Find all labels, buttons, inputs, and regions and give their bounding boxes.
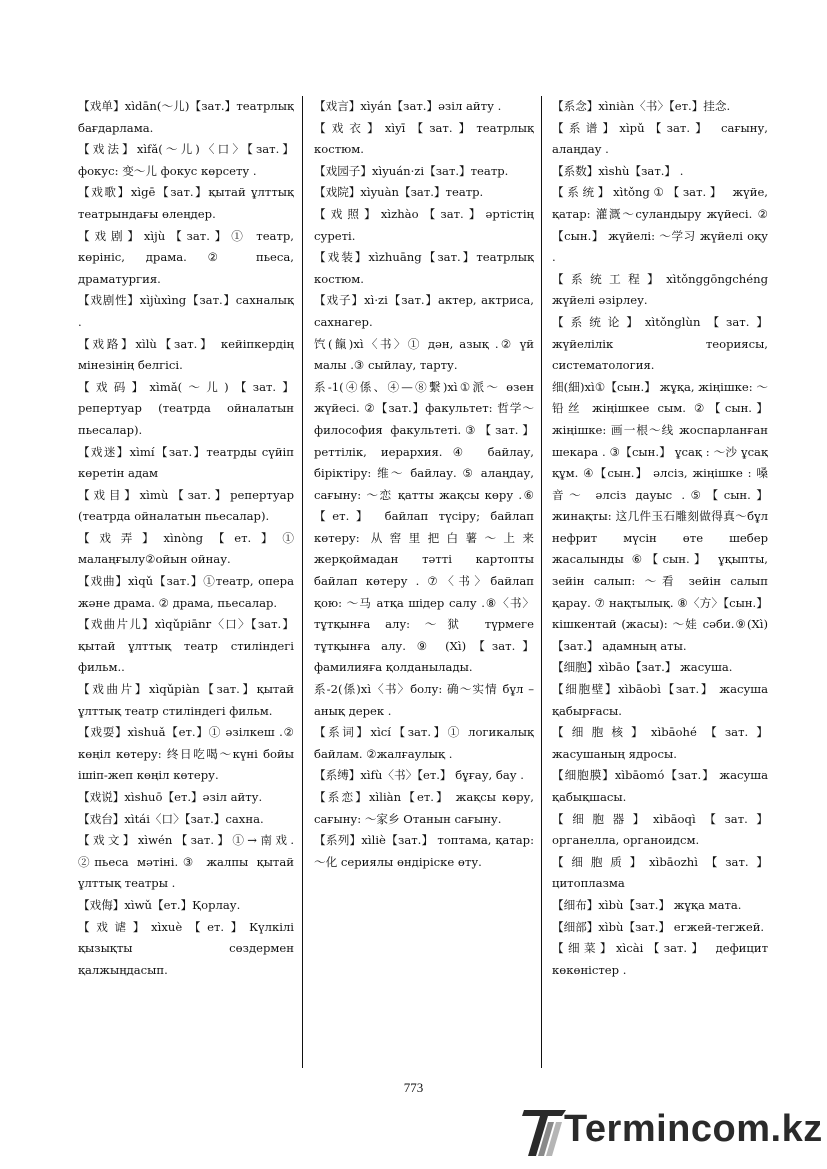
dictionary-entry: 【戏子】xì·zi【зат.】актер, актриса, сахнагер.: [314, 293, 534, 329]
dictionary-entry: 【细布】xìbù【зат.】 жұқа мата.: [552, 897, 742, 912]
dictionary-entry: 【戏说】xìshuō【ет.】әзіл айту.: [78, 790, 263, 804]
dictionary-entry: 【系念】xìniàn〈书〉【ет.】挂念.: [552, 99, 731, 113]
dictionary-entry: 【戏剧性】xìjùxìng【зат.】сахналық .: [78, 293, 294, 329]
dictionary-entry: 【细胞核】xìbāohé【зат.】 жасушаның ядросы.: [552, 725, 768, 761]
column-right: [552, 96, 768, 1066]
dictionary-entry: 【细胞膜】xìbāomó【зат.】 жасуша қабықшасы.: [552, 768, 768, 804]
dictionary-entry: 【系谱】xìpǔ【зат.】 сағыну, алаңдау .: [552, 120, 768, 157]
dictionary-entry: 【戏迷】xìmí【зат.】театрды сүйіп көретін адам: [78, 444, 294, 481]
dictionary-entry: 【细部】xìbù【зат.】 егжей-тегжей.: [552, 919, 765, 934]
column-left: [78, 96, 294, 1066]
dictionary-entry: 系-1(④係、④—⑧繫)xì①派～ өзен жүйесі. ②【зат.】факультет: 哲学～ философия факультеті.③【зат.】реттілік, иерархия.④ байлау, біріктіру: 维～ байлау. ⑤ алаңдау, сағыну: ～恋 қатты жақсы көру .⑥【ет.】 байлап түсіру; байлап көтеру: 从窖里把白薯～上来 жерқоймадан тәтті картопты байлап көтеру . ⑦〈书〉байлап қою: ～马 атқа шідер салу .⑧〈书〉тұтқынға алу: ～狱 түрмеге тұтқынға алу. ⑨ (Xì)【зат.】фамилияға қолданылады.: [314, 379, 534, 675]
dictionary-entry: 【戏台】xìtái〈口〉【зат.】сахна.: [78, 811, 264, 826]
dictionary-entry: 【戏谑】xìxuè【ет.】Күлкілі қызықты сөздермен қалжыңдасып.: [78, 919, 294, 977]
dictionary-entry: 【系统工程】xìtǒnggōngchéng жүйелі әзірлеу.: [552, 271, 768, 308]
logo-text: Termincom.kz: [564, 1108, 823, 1150]
dictionary-entry: 【戏侮】xìwǔ【ет.】Қорлау.: [78, 897, 241, 912]
dictionary-entry: 【戏园子】xìyuán·zi【зат.】театр.: [314, 163, 509, 178]
dictionary-entry: 【细胞器】xìbāoqì【зат.】 органелла, органоидсм.: [552, 811, 768, 848]
dictionary-entry: 【戏曲】xìqǔ【зат.】①театр, опера және драма. ② драма, пьесалар.: [78, 574, 294, 610]
dictionary-entry: 【系缚】xìfù〈书〉【ет.】 бұғау, бау .: [314, 768, 524, 783]
dictionary-entry: 【戏歌】xìgē【зат.】қытай ұлттық театрындағы өлеңдер.: [78, 185, 294, 221]
dictionary-entry: 【细胞壁】xìbāobì【зат.】 жасуша қабырғасы.: [552, 682, 768, 718]
dictionary-entry: 【戏装】xìzhuāng【зат.】театрлық костюм.: [314, 250, 534, 286]
dictionary-entry: 【戏曲片】xìqǔpiàn【зат.】қытай ұлттық театр стиліндегі фильм.: [78, 682, 294, 718]
dictionary-entry: 【系数】xìshù【зат.】 .: [552, 163, 684, 178]
dictionary-entry: 【戏曲片儿】xìqǔpiānr〈口〉【зат.】қытай ұлттық театр стиліндегі фильм..: [78, 617, 294, 675]
dictionary-entry: 【戏路】xìlù【зат.】 кейіпкердің мінезінің белгісі.: [78, 336, 294, 373]
dictionary-entry: 细(細)xì①【сын.】 жұқа, жіңішке: ～铅丝 жіңішкее сым. ②【сын.】 жіңішке: 画一根～线 жоспарланған шекара . ③【сын.】 ұсақ : ～沙 ұсақ құм. ④【сын.】 әлсіз, жіңішке : 嗓音～ әлсіз дауыс .⑤【сын.】 жинақты: 这几件玉石雕刻做得真～бұл нефрит мүсін өте шебер жасалынды ⑥【сын.】 ұқыпты, зейін салып: ～看 зейін салып қарау. ⑦ нақтылық. ⑧〈方〉【сын.】 кішкентай (жасы): ～娃 сәби.⑨(Xì)【зат.】 адамның аты.: [552, 379, 768, 653]
column-divider: [541, 96, 542, 1068]
dictionary-entry: 【细菜】xìcài【зат.】 дефицит көкөністер .: [552, 941, 768, 977]
dictionary-entry: 【戏照】xìzhào【зат.】әртістің суреті.: [314, 206, 534, 243]
dictionary-entry: 【戏码】xìmǎ(～儿)【зат.】репертуар (театрда ойналатын пьесалар).: [78, 379, 294, 437]
dictionary-entry: 【戏法】xìfǎ(～儿)〈口〉【зат.】фокус: 变～儿 фокус көрсету .: [78, 142, 294, 178]
dictionary-entry: 系-2(係)xì〈书〉болу: 确～实情 бұл – анық дерек .: [314, 682, 534, 718]
column-middle: [314, 96, 534, 1066]
dictionary-entry: 【细胞质】xìbāozhì【зат.】 цитоплазма: [552, 854, 768, 891]
page-number: 773: [403, 1080, 424, 1095]
dictionary-entry: 【系列】xìliè【зат.】 топтама, қатар: ～化 сериялы өндіріске өту.: [314, 833, 534, 869]
dictionary-entry: 【戏言】xìyán【зат.】әзіл айту .: [314, 99, 502, 113]
dictionary-entry: 【戏弄】xìnòng【ет.】① малаңғылу②ойын ойнау.: [78, 530, 294, 567]
column-divider: [302, 96, 303, 1068]
site-logo[interactable]: [520, 1098, 823, 1160]
dictionary-entry: 【戏院】xìyuàn【зат.】театр.: [314, 185, 484, 200]
dictionary-entry: 【系统】xìtǒng①【зат.】 жүйе, қатар: 灌溉～суландыру жүйесі. ②【сын.】 жүйелі: ～学习 жүйелі оқу .: [552, 185, 768, 265]
dictionary-entry: 【戏文】xìwén【зат.】①→南戏. ②пьеса мәтіні.③ жалпы қытай ұлттық театры .: [78, 833, 294, 891]
dictionary-entry: 【戏剧】xìjù【зат.】① театр, көрініс, драма. ② пьеса, драматургия.: [78, 228, 294, 286]
dictionary-entry: 【系统论】xìtǒnglùn【зат.】жүйелілік теориясы, систематология.: [552, 314, 768, 373]
dictionary-entry: 【戏耍】xìshuǎ【ет.】① әзілкеш .② көңіл көтеру: 终日吃喝～күні бойы ішіп-жеп көңіл көтеру.: [78, 725, 294, 783]
dictionary-entry: 【戏衣】xìyī【зат.】театрлық костюм.: [314, 120, 534, 157]
dictionary-entry: 【系词】xìcí【зат.】① логикалық байлам. ②жалғаулық .: [314, 725, 534, 761]
dictionary-entry: 【戏目】xìmù【зат.】репертуар (театрда ойналатын пьесалар).: [78, 487, 294, 524]
dictionary-entry: 【细胞】xìbāo【зат.】 жасуша.: [552, 660, 733, 675]
dictionary-entry: 饩(餼)xì〈书〉① дән, азық .② үй малы .③ сыйлау, тарту.: [314, 336, 534, 373]
dictionary-entry: 【戏单】xìdān(～儿)【зат.】театрлық бағдарлама.: [78, 99, 294, 135]
logo-t-mark-icon: [522, 1102, 568, 1158]
dictionary-entry: 【系恋】xìliàn【ет.】 жақсы көру, сағыну: ～家乡 Отанын сағыну.: [314, 790, 534, 826]
